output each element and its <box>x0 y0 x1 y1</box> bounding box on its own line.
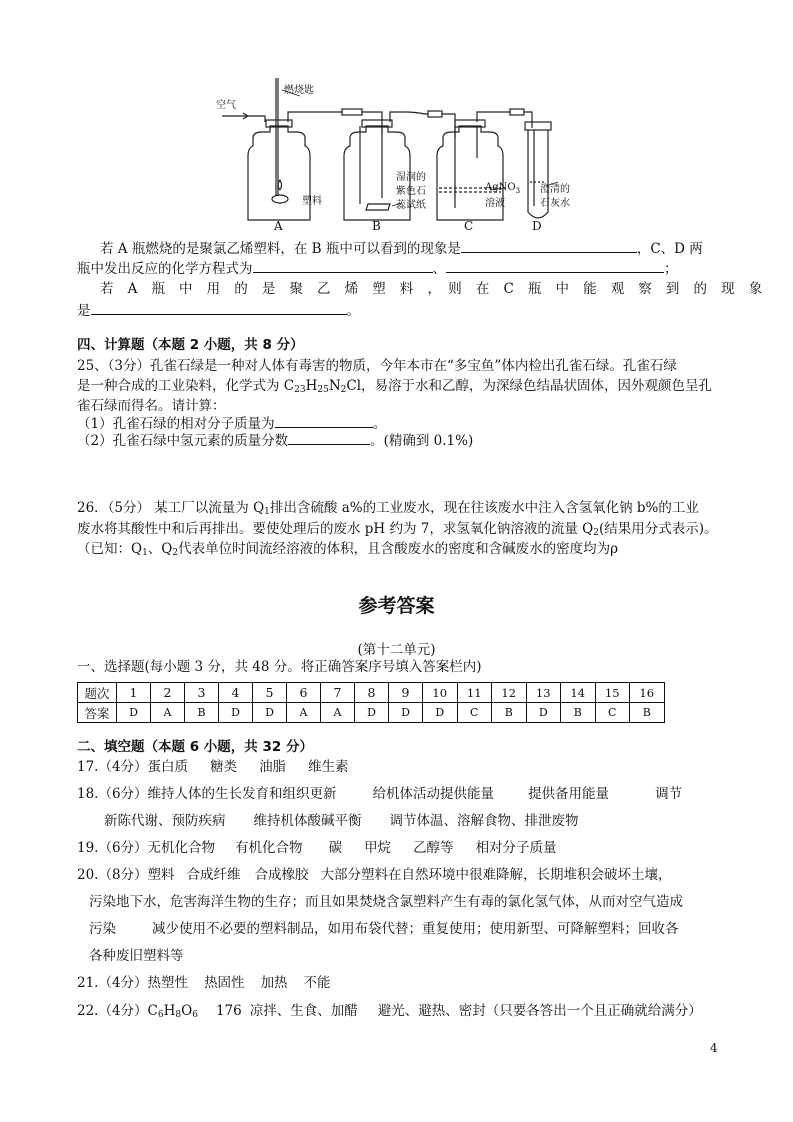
label-agno3-solution: 溶液 <box>485 198 505 209</box>
a19-part: 19.（6分）无机化合物 <box>77 840 216 856</box>
a22-formula-s3: 6 <box>192 1010 198 1020</box>
a22-formula-b: H <box>163 1003 176 1019</box>
question-number-cell: 4 <box>219 683 253 703</box>
apparatus-diagram <box>210 78 600 233</box>
q24-line1 <box>100 238 703 259</box>
answer-cell: A <box>151 703 185 723</box>
q25-formula-d: Cl，易溶于水和乙醇，为深绿色结晶状固体，因外观颜色呈孔 <box>346 378 713 394</box>
answer-table <box>77 682 665 723</box>
a21-part: 21.（4分）热塑性 <box>77 975 189 991</box>
q25-line1: 25、（3分）孔雀石绿是一种对人体有毒害的物质，今年本市在“多宝鱼”体内检出孔雀石绿。孔雀石绿 <box>77 358 677 374</box>
q25-formula-s1: 23 <box>294 385 306 395</box>
answers-title: 参考答案 <box>358 595 435 617</box>
q26-l3-c: 代表单位时间流经溶液的体积，且含酸废水的密度和含碱废水的密度均为ρ <box>178 541 619 557</box>
a22-part: 176 <box>215 1003 242 1019</box>
label-air: 空气 <box>216 100 236 111</box>
q26-l3-b: 、Q <box>147 541 173 557</box>
answer-cell: B <box>492 703 527 723</box>
answer-cell: C <box>457 703 492 723</box>
a22-part: 避光、避热、密封（只要各答出一个且正确就给满分） <box>377 1003 702 1019</box>
q25-sub1-text: （1）孔雀石绿的相对分子质量为 <box>77 416 275 432</box>
section4-title: 四、计算题（本题 2 小题，共 8 分） <box>77 337 304 353</box>
q24-blank-1 <box>461 238 637 253</box>
page-number: 4 <box>710 1041 718 1055</box>
a19-part: 相对分子质量 <box>475 840 557 856</box>
answers-unit: (第十二单元) <box>357 642 436 658</box>
a18-part: 提供备用能量 <box>528 786 610 802</box>
q25-formula-a: 是一种合成的工业染料，化学式为 C <box>77 378 295 394</box>
q25-sub1-end: 。 <box>372 416 387 432</box>
answer-19 <box>77 838 557 858</box>
a22-formula-a: 22.（4分）C <box>77 1003 158 1019</box>
a17-part: 糖类 <box>210 759 238 775</box>
q26-l1-s1: 1 <box>264 507 270 517</box>
question-number-cell: 7 <box>321 683 355 703</box>
question-number-cell: 9 <box>389 683 423 703</box>
a22-formula-s1: 6 <box>157 1010 164 1020</box>
answers-sec2-title: 二、填空题（本题 6 小题，共 32 分） <box>77 739 313 755</box>
label-plastic: 塑料 <box>302 196 322 207</box>
bottle-a <box>248 126 310 220</box>
q24-line2 <box>77 258 678 279</box>
q25-formula-c: N <box>328 378 341 394</box>
q25-formula-b: H <box>305 378 318 394</box>
label-bottle-c: C <box>464 219 474 233</box>
q26-l1-b: 排出含硫酸 a%的工业废水，现在往该废水中注入含氢氧化钠 b%的工业 <box>269 500 699 516</box>
q24-text-3: 瓶中发出反应的化学方程式为 <box>77 261 253 277</box>
q24-blank-3 <box>446 258 664 273</box>
a20-part: 合成纤维 <box>186 867 241 883</box>
a18-part: 18.（6分）维持人体的生长发育和组织更新 <box>77 786 337 802</box>
answer-cell: D <box>355 703 389 723</box>
q26-line3 <box>77 539 618 563</box>
answer-20-l4: 各种废旧塑料等 <box>89 948 184 964</box>
q25-sub2-text: （2）孔雀石绿中氢元素的质量分数 <box>77 433 289 449</box>
label-limewater-1: 澄清的 <box>540 184 570 195</box>
answer-cell: B <box>561 703 596 723</box>
question-number-cell: 5 <box>253 683 287 703</box>
q26-l3-s2: 2 <box>172 548 179 558</box>
table-row-label: 答案 <box>78 703 117 723</box>
answer-cell: C <box>595 703 630 723</box>
q25-sub1-blank <box>275 413 373 428</box>
q25-sub2-end: 。(精确到 0.1%) <box>370 433 474 449</box>
answers-sec1-title: 一、选择题(每小题 3 分，共 48 分。将正确答案序号填入答案栏内) <box>77 659 482 675</box>
label-litmus-3: 蕊试纸 <box>396 200 426 211</box>
answer-cell: B <box>630 703 665 723</box>
question-number-cell: 8 <box>355 683 389 703</box>
a22-part: 凉拌、生食、加醋 <box>249 1003 358 1019</box>
q25-sub2 <box>77 430 473 451</box>
a17-part: 油脂 <box>259 759 287 775</box>
q26-l1-a: 26．（5分） 某工厂以流量为 Q <box>77 500 265 516</box>
answer-cell: D <box>389 703 423 723</box>
answer-cell: D <box>423 703 458 723</box>
answer-cell: A <box>287 703 321 723</box>
answer-18-l2 <box>104 811 579 831</box>
a20-part: 合成橡胶 <box>254 867 309 883</box>
question-number-cell: 12 <box>492 683 527 703</box>
q26-l3-a: （已知：Q <box>77 541 143 557</box>
a18-part: 给机体活动提供能量 <box>372 786 495 802</box>
question-number-cell: 10 <box>423 683 458 703</box>
question-number-cell: 16 <box>630 683 665 703</box>
a18-part: 新陈代谢、预防疾病 <box>104 813 226 829</box>
q26-l2-s1: 2 <box>593 528 599 538</box>
a19-part: 有机化合物 <box>235 840 303 856</box>
q26-l3-s1: 1 <box>142 548 148 558</box>
answer-18 <box>77 784 682 804</box>
answer-20-l2: 污染地下水，危害海洋生物的生存；而且如果焚烧含氯塑料产生有毒的氯化氢气体，从而对空气造成 <box>89 894 683 910</box>
a18-part: 调节 <box>655 786 683 802</box>
answer-cell: D <box>526 703 561 723</box>
q24-blank-4 <box>91 300 347 315</box>
table-row <box>78 703 665 723</box>
a20-part: 减少使用不必要的塑料制品，如用布袋代替；重复使用；使用新型、可降解塑料；回收各 <box>152 921 679 937</box>
a20-part: 20.（8分）塑料 <box>77 867 175 883</box>
q25-formula-s2: 25 <box>317 385 329 395</box>
label-bottle-a: A <box>274 219 283 233</box>
question-number-cell: 1 <box>117 683 151 703</box>
question-number-cell: 3 <box>185 683 219 703</box>
a20-part: 污染 <box>89 921 116 937</box>
answer-21 <box>77 973 331 993</box>
q25-formula-s3: 2 <box>340 385 347 395</box>
label-limewater-2: 石灰水 <box>540 198 570 209</box>
a22-formula-c: O <box>181 1003 193 1019</box>
a19-part: 甲烷 <box>364 840 392 856</box>
answer-cell: D <box>117 703 151 723</box>
a17-part: 维生素 <box>308 759 349 775</box>
q24-text-2: ，C、D 两 <box>636 241 703 257</box>
q24-text-5: ； <box>664 261 678 277</box>
q24-text-7: 。 <box>346 303 360 319</box>
table-row-label: 题次 <box>78 683 117 703</box>
label-litmus-1: 湿润的 <box>396 172 426 183</box>
q25-line3: 雀石绿而得名。请计算： <box>77 398 226 414</box>
question-number-cell: 15 <box>595 683 630 703</box>
a21-part: 不能 <box>303 975 331 991</box>
q24-line3: 若 A 瓶 中 用 的 是 聚 乙 烯 塑 料 ， 则 在 C 瓶 中 能 观 察 到 的 现 象 <box>100 281 763 297</box>
a17-part: 17.（4分）蛋白质 <box>77 759 189 775</box>
label-bottle-d: D <box>532 219 542 233</box>
a18-part: 维持机体酸碱平衡 <box>253 813 362 829</box>
table-row <box>78 683 665 703</box>
label-spoon: 燃烧匙 <box>284 85 314 96</box>
q24-text-6: 是 <box>77 303 91 319</box>
q25-sub2-blank <box>288 430 370 445</box>
answer-cell: A <box>321 703 355 723</box>
answer-cell: D <box>219 703 253 723</box>
q24-text-4: 、 <box>432 261 446 277</box>
q26-l2-a: 废水将其酸性中和后再排出。要使处理后的废水 pH 约为 7，求氢氧化钠溶液的流量 Q <box>77 521 594 537</box>
answer-cell: B <box>185 703 219 723</box>
a21-part: 热固性 <box>204 975 245 991</box>
a19-part: 碳 <box>328 840 343 856</box>
answer-20-l3 <box>89 919 679 939</box>
question-number-cell: 13 <box>526 683 561 703</box>
answer-17 <box>77 757 349 777</box>
label-bottle-b: B <box>372 219 381 233</box>
label-agno3: AgNO$_3$ <box>485 182 521 195</box>
question-number-cell: 14 <box>561 683 596 703</box>
question-number-cell: 11 <box>457 683 492 703</box>
q24-text-1: 若 A 瓶燃烧的是聚氯乙烯塑料，在 B 瓶中可以看到的现象是 <box>100 241 461 257</box>
question-number-cell: 6 <box>287 683 321 703</box>
q24-blank-2 <box>253 258 433 273</box>
a22-formula-s2: 8 <box>175 1010 182 1020</box>
question-number-cell: 2 <box>151 683 185 703</box>
a21-part: 加热 <box>260 975 288 991</box>
answer-cell: D <box>253 703 287 723</box>
a19-part: 乙醇等 <box>413 840 454 856</box>
label-litmus-2: 紫色石 <box>396 186 426 197</box>
q26-l2-b: (结果用分式表示)。 <box>598 521 718 537</box>
answer-22 <box>77 1001 702 1025</box>
a18-part: 调节体温、溶解食物、排泄废物 <box>389 813 579 829</box>
a20-part: 大部分塑料在自然环境中很难降解，长期堆积会破坏土壤， <box>320 867 672 883</box>
answer-20 <box>77 865 672 885</box>
q24-line4 <box>77 300 360 321</box>
